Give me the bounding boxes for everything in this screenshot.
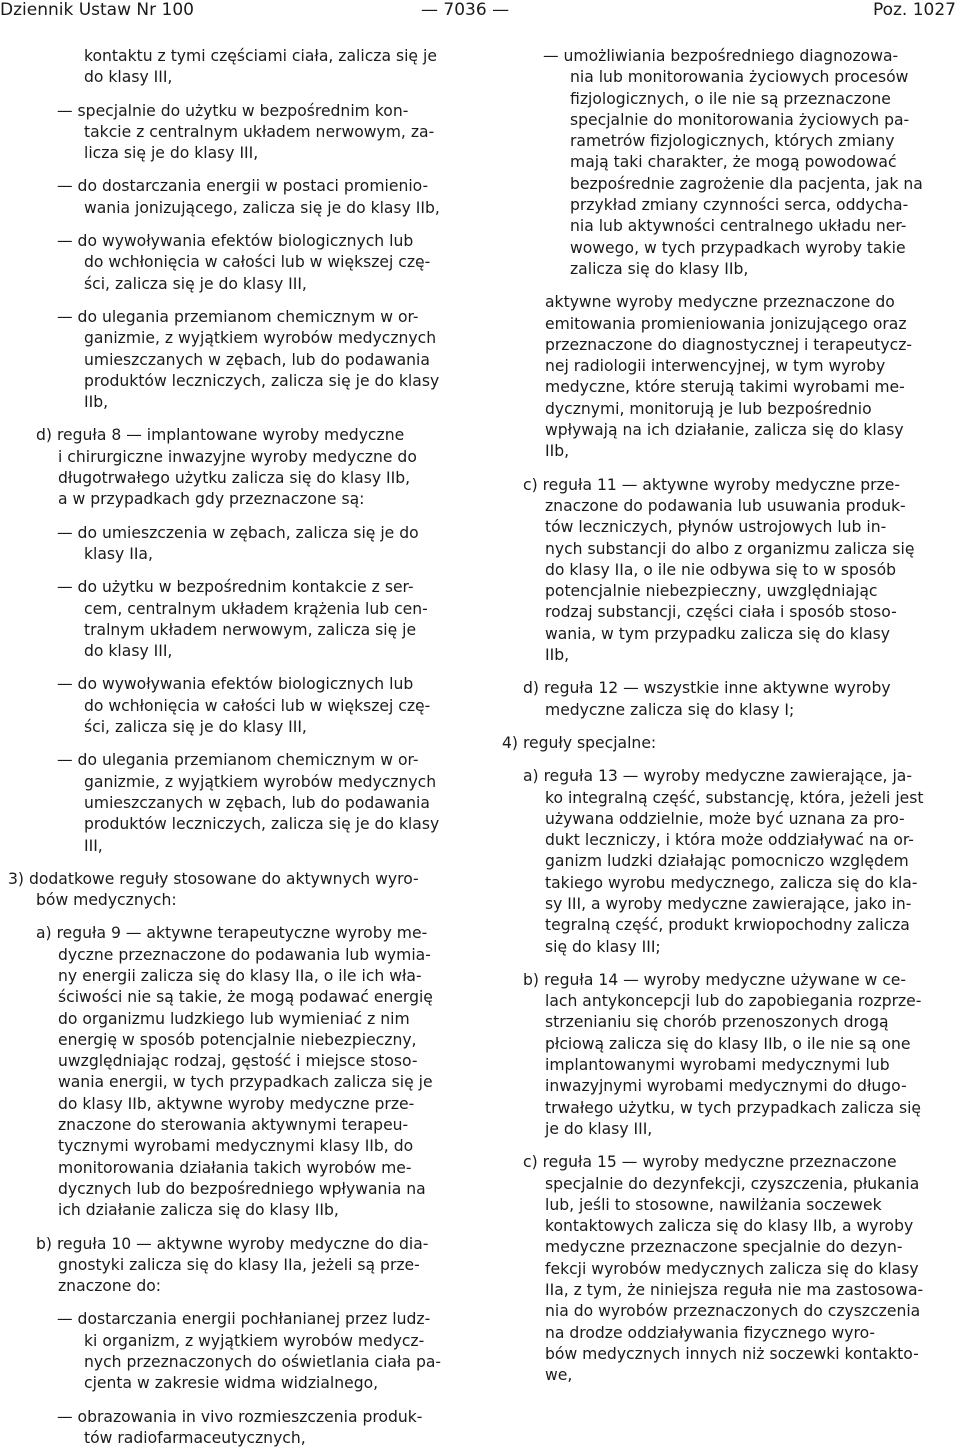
text-line: ny energii zalicza się do klasy IIa, o ile ich wła- [58, 966, 422, 985]
text-line: energię w sposób potencjalnie niebezpieczny, [58, 1030, 417, 1049]
text-line: — specjalnie do użytku w bezpośrednim kon- [57, 101, 409, 120]
text-line: tycznymi wyrobami medycznymi klasy IIb, do [58, 1137, 414, 1156]
text-line: cem, centralnym układem krążenia lub cen- [84, 599, 428, 618]
text-line: d) reguła 8 — implantowane wyroby medyczne [36, 426, 405, 445]
text-line: długotrwałego użytku zalicza się do klasy IIb, [58, 469, 411, 488]
text-line: do wchłonięcia w całości lub w większej czę- [84, 696, 431, 715]
text-line: tralnym układem nerwowym, zalicza się je [84, 620, 417, 639]
text-line: nej radiologii interwencyjnej, w tym wyroby [545, 357, 886, 376]
text-line: dyczne przeznaczone do podawania lub wymia- [58, 945, 431, 964]
text-line: d) reguła 12 — wszystkie inne aktywne wyroby [523, 679, 891, 698]
text-line: — do wywoływania efektów biologicznych lub [57, 675, 414, 694]
text-line: klasy IIa, [84, 544, 153, 563]
text-line: do organizmu ludzkiego lub wymieniać z nim [58, 1009, 410, 1028]
text-line: a) reguła 9 — aktywne terapeutyczne wyroby me- [36, 924, 428, 943]
text-line: medyczne przeznaczone specjalnie do dezyn- [545, 1238, 903, 1257]
text-line: ganizmie, z wyjątkiem wyrobów medycznych [84, 772, 437, 791]
text-line: a) reguła 13 — wyroby medyczne zawierające, ja- [523, 767, 912, 786]
left-column [0, 46, 478, 1449]
text-line: takiego wyrobu medycznego, zalicza się do kla- [545, 873, 918, 892]
text-line: strzenianiu się chorób przenoszonych drogą [545, 1013, 889, 1032]
text-line: monitorowania działania takich wyrobów me- [58, 1158, 412, 1177]
page-number: — 7036 — [421, 0, 510, 20]
page-header [0, 0, 960, 24]
text-line: ich działanie zalicza się do klasy IIb, [58, 1201, 339, 1220]
text-line: — do ulegania przemianom chemicznym w or- [57, 751, 419, 770]
text-line: inwazyjnymi wyrobami medycznymi do długo- [545, 1077, 907, 1096]
text-line: wania, w tym przypadku zalicza się do klasy [545, 624, 891, 643]
text-line: bów medycznych innych niż soczewki kontakto- [545, 1344, 919, 1363]
text-line: medyczne zalicza się do klasy I; [545, 700, 795, 719]
text-line: implantowanymi wyrobami medycznymi lub [545, 1056, 890, 1075]
text-line: umieszczanych w zębach, lub do podawania [84, 350, 430, 369]
text-line: wowego, w tych przypadkach wyroby takie [570, 238, 906, 257]
text-line: przykład zmiany czynności serca, oddycha- [570, 196, 909, 215]
text-line: do klasy IIb, aktywne wyroby medyczne prze- [58, 1094, 415, 1113]
text-line: je do klasy III, [545, 1119, 653, 1138]
text-line: kontaktu z tymi częściami ciała, zalicza się je [84, 47, 437, 65]
text-line: emitowania promieniowania jonizującego oraz [545, 314, 907, 333]
text-line: ściwości nie są takie, że mogą podawać energię [58, 988, 433, 1007]
text-line: lach antykoncepcji lub do zapobiegania rozprze- [545, 992, 922, 1011]
text-line: do wchłonięcia w całości lub w większej czę- [84, 253, 431, 272]
text-line: specjalnie do dezynfekcji, czyszczenia, płukania [545, 1174, 920, 1193]
text-line: ści, zalicza się je do klasy III, [84, 718, 307, 737]
text-line: do klasy IIa, o ile nie odbywa się to w sposób [545, 560, 897, 579]
text-line: znaczone do podawania lub usuwania produk- [545, 496, 906, 515]
text-line: produktów leczniczych, zalicza się je do klasy [84, 371, 440, 390]
text-line: c) reguła 11 — aktywne wyroby medyczne prze- [523, 475, 900, 494]
position-number: Poz. 1027 [872, 0, 956, 20]
text-line: — do wywoływania efektów biologicznych lub [57, 232, 414, 251]
text-line: znaczone do sterowania aktywnymi terapeu- [58, 1116, 409, 1135]
text-line: IIb, [84, 393, 109, 412]
text-line: do klasy III, [84, 68, 173, 87]
right-column [502, 46, 960, 1387]
text-line: we, [545, 1366, 573, 1385]
text-line: licza się je do klasy III, [84, 144, 259, 163]
text-line: na drodze oddziaływania fizycznego wyro- [545, 1323, 876, 1342]
text-line: płciową zalicza się do klasy IIb, o ile nie są one [545, 1034, 911, 1053]
text-line: ki organizm, z wyjątkiem wyrobów medycz- [84, 1331, 425, 1350]
text-line: nia do wyrobów przeznaczonych do czyszczenia [545, 1302, 921, 1321]
text-line: dycznych lub do bezpośredniego wpływania na [58, 1179, 426, 1198]
text-line: wpływają na ich działanie, zalicza się do klasy [545, 421, 904, 440]
text-line: cjenta w zakresie widma widzialnego, [84, 1374, 379, 1393]
text-line: wania energii, w tych przypadkach zalicza się je [58, 1073, 433, 1092]
text-line: umieszczanych w zębach, lub do podawania [84, 793, 430, 812]
text-line: tów radiofarmaceutycznych, [84, 1428, 306, 1447]
text-line: używana oddzielnie, może być uznana za pro- [545, 809, 905, 828]
text-line: — umożliwiania bezpośredniego diagnozowa- [543, 47, 899, 65]
text-line: ści, zalicza się je do klasy III, [84, 274, 307, 293]
text-line: trwałego użytku, w tych przypadkach zalicza się [545, 1098, 922, 1117]
text-line: bów medycznych: [36, 891, 177, 910]
text-line: się do klasy III; [545, 937, 661, 956]
text-line: zalicza się do klasy IIb, [570, 259, 749, 278]
text-line: tegralną część, produkt krwiopochodny zalicza [545, 916, 910, 935]
text-line: potencjalnie niebezpieczny, uwzględniając [545, 582, 878, 601]
text-line: nych przeznaczonych do oświetlania ciała pa- [84, 1353, 442, 1372]
text-line: nych substancji do albo z organizmu zalicza się [545, 539, 915, 558]
text-line: b) reguła 10 — aktywne wyroby medyczne do dia- [36, 1234, 429, 1253]
text-line: sy III, a wyroby medyczne zawierające, jako in- [545, 894, 912, 913]
text-line: nia lub monitorowania życiowych procesów [570, 68, 909, 87]
text-line: takcie z centralnym układem nerwowym, za- [84, 122, 435, 141]
text-line: b) reguła 14 — wyroby medyczne używane w ce- [523, 970, 906, 989]
text-line: — do umieszczenia w zębach, zalicza się je do [57, 523, 419, 542]
text-line: gnostyki zalicza się do klasy IIa, jeżeli są prze- [58, 1255, 420, 1274]
text-line: ganizm ludzki działając pomocniczo względem [545, 852, 909, 871]
text-line: — do użytku w bezpośrednim kontakcie z ser- [57, 578, 414, 597]
text-line: kontaktowych zalicza się do klasy IIb, a wyroby [545, 1217, 914, 1236]
text-line: IIb, [545, 442, 570, 461]
text-line: medyczne, które sterują takimi wyrobami me- [545, 378, 905, 397]
text-line: fekcji wyrobów medycznych zalicza się do klasy [545, 1259, 919, 1278]
text-line: ganizmie, z wyjątkiem wyrobów medycznych [84, 329, 437, 348]
text-line: ko integralną część, substancję, która, jeżeli jest [545, 788, 924, 807]
text-line: do klasy III, [84, 642, 173, 661]
text-line: bezpośrednie zagrożenie dla pacjenta, jak na [570, 174, 923, 193]
text-line: tów leczniczych, płynów ustrojowych lub in- [545, 518, 887, 537]
text-line: — do dostarczania energii w postaci promienio- [57, 177, 429, 196]
text-line: c) reguła 15 — wyroby medyczne przeznaczone [523, 1153, 897, 1172]
text-line: nia lub aktywności centralnego układu ner- [570, 217, 907, 236]
text-line: — dostarczania energii pochłanianej przez ludz- [57, 1310, 431, 1329]
text-line: produktów leczniczych, zalicza się je do klasy [84, 815, 440, 834]
text-line: mają taki charakter, że mogą powodować [570, 153, 897, 172]
text-line: a w przypadkach gdy przeznaczone są: [58, 490, 365, 509]
text-line: 4) reguły specjalne: [502, 733, 657, 752]
text-line: IIa, z tym, że niniejsza reguła nie ma zastosowa- [545, 1281, 924, 1300]
text-line: 3) dodatkowe reguły stosowane do aktywnych wyro- [8, 869, 419, 888]
text-line: aktywne wyroby medyczne przeznaczone do [545, 293, 895, 312]
text-line: przeznaczone do diagnostycznej i terapeutycz- [545, 335, 913, 354]
journal-title: Dziennik Ustaw Nr 100 [0, 0, 194, 20]
text-line: specjalnie do monitorowania życiowych pa- [570, 110, 910, 129]
text-line: rodzaj substancji, części ciała i sposób stoso- [545, 603, 897, 622]
text-line: III, [84, 836, 103, 855]
text-line: dukt leczniczy, i która może oddziaływać na or- [545, 831, 914, 850]
text-line: fizjologicznych, o ile nie są przeznaczone [570, 89, 891, 108]
text-line: IIb, [545, 646, 570, 665]
text-line: lub, jeśli to stosowne, nawilżania soczewek [545, 1195, 882, 1214]
text-line: uwzględniając rodzaj, gęstość i miejsce stoso- [58, 1052, 418, 1071]
text-line: i chirurgiczne inwazyjne wyroby medyczne do [58, 447, 417, 466]
text-line: rametrów fizjologicznych, których zmiany [570, 132, 895, 151]
text-line: — do ulegania przemianom chemicznym w or- [57, 307, 419, 326]
text-line: dycznymi, monitorują je lub bezpośrednio [545, 399, 872, 418]
text-line: — obrazowania in vivo rozmieszczenia produk- [57, 1407, 423, 1426]
text-line: znaczone do: [58, 1277, 162, 1296]
text-line: wania jonizującego, zalicza się je do klasy IIb, [84, 198, 440, 217]
